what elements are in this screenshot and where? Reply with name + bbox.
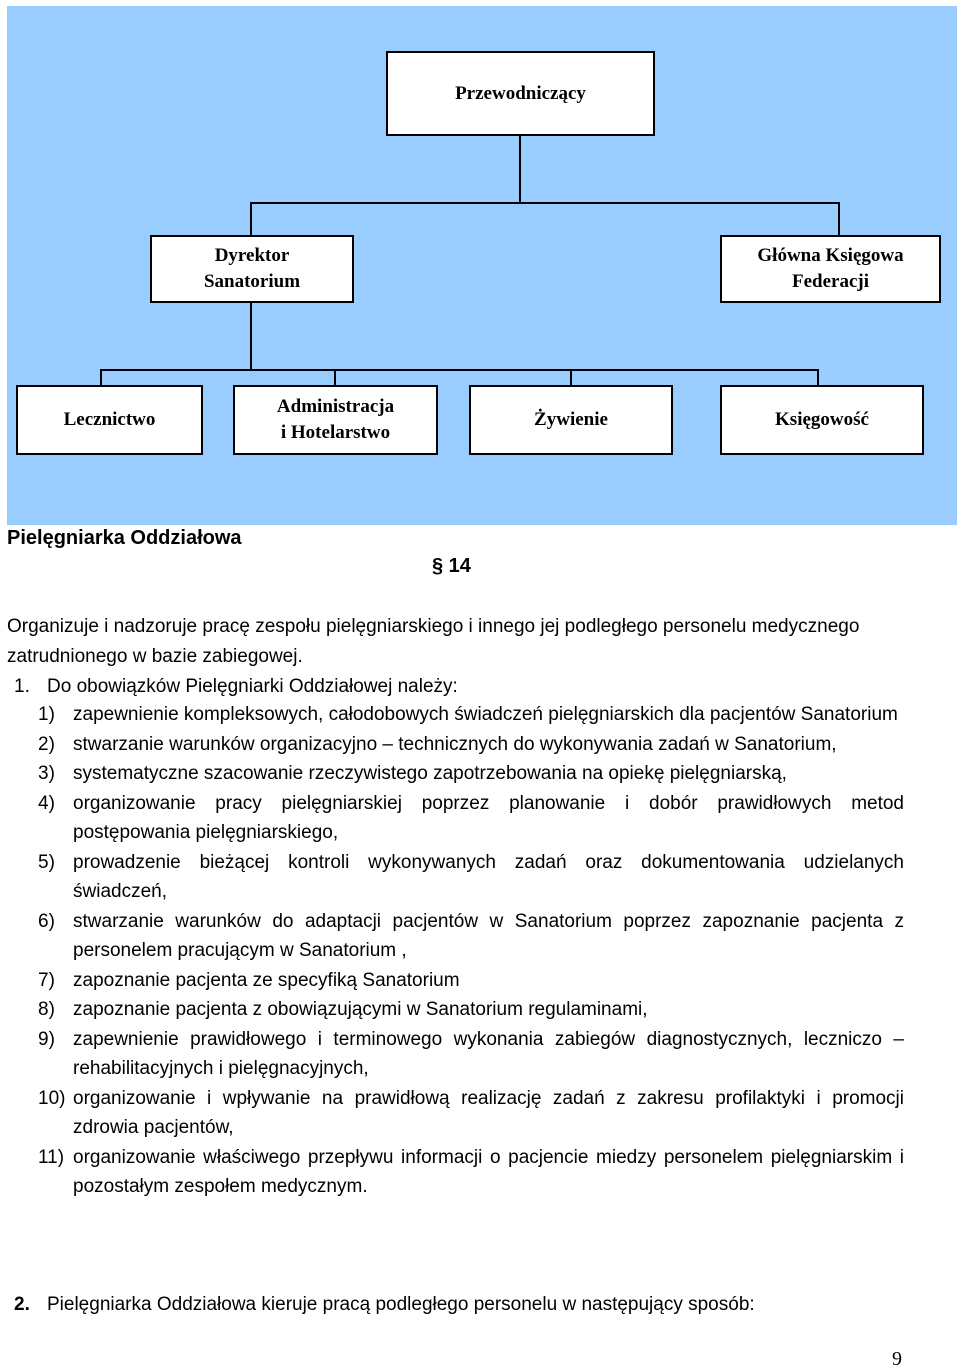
box-line: Przewodniczący	[455, 82, 586, 104]
list-item-number: 1)	[38, 704, 55, 725]
org-box-chairman	[386, 51, 655, 136]
main-item-number: 1.	[14, 676, 30, 697]
list-item-number: 9)	[38, 1028, 55, 1050]
list-item-number: 2)	[38, 733, 55, 755]
box-line: i Hotelarstwo	[280, 422, 391, 443]
org-box-medical	[16, 385, 203, 455]
org-box-director	[150, 235, 354, 303]
list-item-number: 3)	[38, 763, 55, 784]
paragraph-number: § 14	[432, 555, 471, 577]
box-line: Żywienie	[534, 409, 608, 430]
connector	[100, 369, 819, 371]
list-item	[38, 1084, 904, 1143]
list-item-text: zapewnienie kompleksowych, całodobowych świadczeń pielęgniarskich dla pacjentów Sanatorium	[73, 704, 898, 725]
org-box-chief-accountant	[720, 235, 941, 303]
list-item-number: 7)	[38, 969, 55, 991]
list-item-number: 6)	[38, 910, 55, 932]
list-item	[38, 995, 904, 1025]
list-item-number: 8)	[38, 999, 55, 1020]
connector	[250, 301, 252, 371]
connector	[838, 202, 840, 237]
box-line: Główna Księgowa	[757, 245, 904, 266]
intro-paragraph: Organizuje i nadzoruje pracę zespołu pielęgniarskiego i innego jej podległego personelu medycznego zatrudnionego w bazie zabiegowej.	[7, 616, 860, 667]
list-item-number: 10)	[38, 1087, 66, 1109]
connector	[519, 134, 521, 204]
connector	[250, 202, 840, 204]
main-item-number: 2.	[14, 1294, 30, 1315]
box-line: Federacji	[791, 271, 869, 292]
list-item	[38, 759, 904, 789]
list-item-text: zapoznanie pacjenta z obowiązującymi w Sanatorium regulaminami,	[73, 999, 648, 1020]
list-item-text: systematyczne szacowanie rzeczywistego zapotrzebowania na opiekę pielęgniarską,	[73, 763, 787, 784]
org-box-administration	[233, 385, 438, 455]
list-item-number: 11)	[38, 1146, 65, 1168]
list-item	[38, 848, 904, 907]
main-item-text: Pielęgniarka Oddziałowa kieruje pracą podległego personelu w następujący sposób:	[47, 1294, 755, 1315]
list-item-text: organizowanie pracy pielęgniarskiej poprzez planowanie i dobór prawidłowych metod postępowania pielęgniarskiego,	[73, 792, 904, 843]
main-item-text: Do obowiązków Pielęgniarki Oddziałowej należy:	[47, 676, 458, 697]
list-item-text: organizowanie właściwego przepływu informacji o pacjencie miedzy personelem pielęgniarskim i pozostałym zespołem medycznym.	[73, 1146, 904, 1197]
list-item-text: zapoznanie pacjenta ze specyfiką Sanatorium	[73, 969, 460, 991]
list-item-text: prowadzenie bieżącej kontroli wykonywanych zadań oraz dokumentowania udzielanych świadczeń,	[73, 851, 904, 902]
list-item	[38, 700, 904, 730]
list-item-text: stwarzanie warunków organizacyjno – technicznych do wykonywania zadań w Sanatorium,	[73, 733, 837, 755]
list-item-text: organizowanie i wpływanie na prawidłową realizację zadań z zakresu profilaktyki i promocji zdrowia pacjentów,	[73, 1087, 904, 1138]
list-item-text: stwarzanie warunków do adaptacji pacjentów w Sanatorium poprzez zapoznanie pacjenta z personelem pracującym w Sanatorium ,	[73, 910, 904, 961]
list-item	[38, 789, 904, 848]
list-item	[38, 730, 904, 760]
connector	[250, 202, 252, 237]
list-item-text: zapewnienie prawidłowego i terminowego wykonania zabiegów diagnostycznych, leczniczo – rehabilitacyjnych i pielęgnacyjnych,	[73, 1028, 904, 1079]
page-number: 9	[892, 1348, 902, 1370]
sub-item-list	[38, 700, 904, 1202]
box-line: Lecznictwo	[63, 409, 156, 430]
box-line: Księgowość	[775, 409, 869, 430]
section-title: Pielęgniarka Oddziałowa	[7, 527, 242, 549]
box-line: Sanatorium	[203, 271, 301, 292]
list-item	[38, 1143, 904, 1202]
org-box-accounting	[720, 385, 924, 455]
list-item-number: 4)	[38, 792, 55, 814]
box-line: Administracja	[276, 396, 395, 417]
org-box-catering	[469, 385, 673, 455]
list-item	[38, 966, 904, 996]
list-item	[38, 1025, 904, 1084]
list-item	[38, 907, 904, 966]
list-item-number: 5)	[38, 851, 55, 873]
box-line: Dyrektor	[214, 245, 290, 266]
